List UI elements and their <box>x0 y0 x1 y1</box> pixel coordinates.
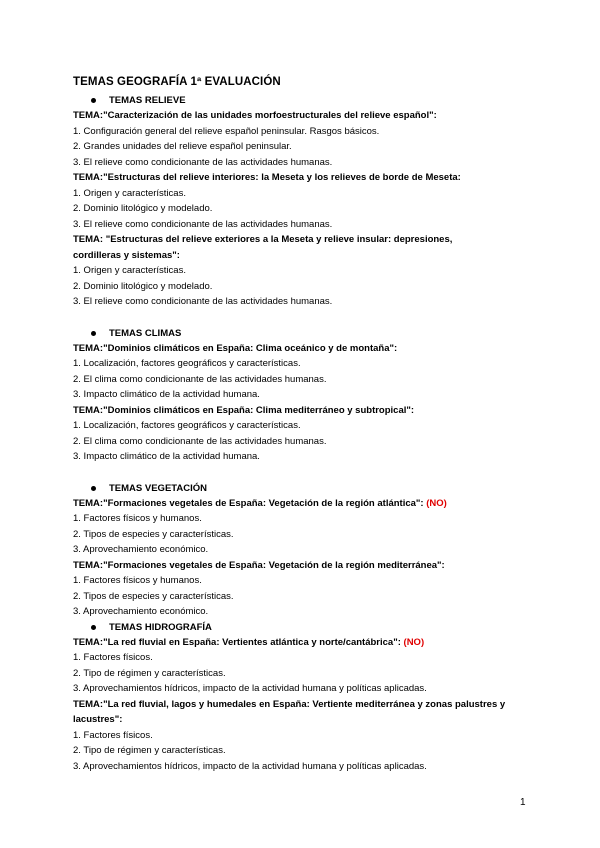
list-item: 3. El relieve como condicionante de las actividades humanas. <box>73 156 333 168</box>
list-item: 3. Aprovechamiento económico. <box>73 544 209 555</box>
list-item: 1. Factores físicos. <box>73 729 153 741</box>
list-item: 1. Localización, factores geográficos y características. <box>73 358 301 369</box>
section-heading-climas <box>91 326 543 341</box>
list-item: 2. Tipo de régimen y características. <box>73 745 226 756</box>
tema-title: TEMA:"Caracterización de las unidades morfoestructurales del relieve español": <box>73 110 437 121</box>
list-item: 3. El relieve como condicionante de las actividades humanas. <box>73 296 333 307</box>
list-item: 1. Factores físicos y humanos. <box>73 575 202 586</box>
section-heading-relieve <box>91 93 543 108</box>
list-item: 1. Origen y características. <box>73 187 186 199</box>
list-item: 3. Aprovechamientos hídricos, impacto de la actividad humana y políticas aplicadas. <box>73 683 427 694</box>
tema-title-continuation: cordilleras y sistemas": <box>73 249 180 261</box>
page-number: 1 <box>520 797 526 808</box>
tema-title: TEMA: "Estructuras del relieve exteriores a la Meseta y relieve insular: depresiones, <box>73 234 453 245</box>
tema-title: TEMA:"Estructuras del relieve interiores: la Meseta y los relieves de borde de Meseta: <box>73 172 461 183</box>
list-item: 2. Dominio litológico y modelado. <box>73 203 213 214</box>
list-item: 1. Factores físicos. <box>73 652 153 663</box>
document-page <box>73 76 543 774</box>
tema-title: TEMA:"Dominios climáticos en España: Clima mediterráneo y subtropical": <box>73 404 415 416</box>
section-heading-label: TEMAS HIDROGRAFÍA <box>109 621 212 633</box>
list-item: 1. Factores físicos y humanos. <box>73 513 202 524</box>
bullet-icon <box>91 486 96 491</box>
tema-title-text: TEMA:"La red fluvial en España: Vertientes atlántica y norte/cantábrica": <box>73 636 401 648</box>
list-item: 2. El clima como condicionante de las actividades humanas. <box>73 373 327 385</box>
section-heading-label: TEMAS RELIEVE <box>109 95 186 106</box>
list-item: 3. Aprovechamiento económico. <box>73 606 209 617</box>
document-title: TEMAS GEOGRAFÍA 1ª EVALUACIÓN <box>73 76 281 88</box>
bullet-icon <box>91 98 96 103</box>
tema-title: TEMA:"La red fluvial, lagos y humedales en España: Vertiente mediterránea y zonas palustres y <box>73 698 506 710</box>
list-item: 2. Tipos de especies y características. <box>73 590 234 602</box>
section-heading-label: TEMAS VEGETACIÓN <box>109 482 207 494</box>
section-heading-vegetacion <box>91 481 543 496</box>
list-item: 3. El relieve como condicionante de las actividades humanas. <box>73 218 333 230</box>
list-item: 2. Dominio litológico y modelado. <box>73 280 213 292</box>
tema-title <box>73 496 543 512</box>
list-item: 2. Grandes unidades del relieve español peninsular. <box>73 141 292 152</box>
section-heading-hidrografia <box>91 620 543 635</box>
bullet-icon <box>91 331 96 336</box>
section-heading-label: TEMAS CLIMAS <box>109 327 182 339</box>
tema-title: TEMA:"Formaciones vegetales de España: Vegetación de la región mediterránea": <box>73 559 445 571</box>
excluded-note: (NO) <box>426 497 447 509</box>
list-item: 1. Origen y características. <box>73 265 186 276</box>
list-item: 3. Impacto climático de la actividad humana. <box>73 451 260 462</box>
list-item: 2. El clima como condicionante de las actividades humanas. <box>73 435 327 447</box>
list-item: 2. Tipo de régimen y características. <box>73 667 226 679</box>
bullet-icon <box>91 625 96 630</box>
tema-title <box>73 635 543 651</box>
list-item: 3. Impacto climático de la actividad humana. <box>73 389 260 400</box>
list-item: 2. Tipos de especies y características. <box>73 528 234 540</box>
list-item: 3. Aprovechamientos hídricos, impacto de la actividad humana y políticas aplicadas. <box>73 760 427 772</box>
list-item: 1. Localización, factores geográficos y características. <box>73 420 301 431</box>
tema-title-text: TEMA:"Formaciones vegetales de España: Vegetación de la región atlántica": <box>73 497 424 509</box>
tema-title-continuation: lacustres": <box>73 714 123 725</box>
tema-title: TEMA:"Dominios climáticos en España: Clima oceánico y de montaña": <box>73 342 398 354</box>
excluded-note: (NO) <box>403 636 425 648</box>
list-item: 1. Configuración general del relieve español peninsular. Rasgos básicos. <box>73 125 380 137</box>
